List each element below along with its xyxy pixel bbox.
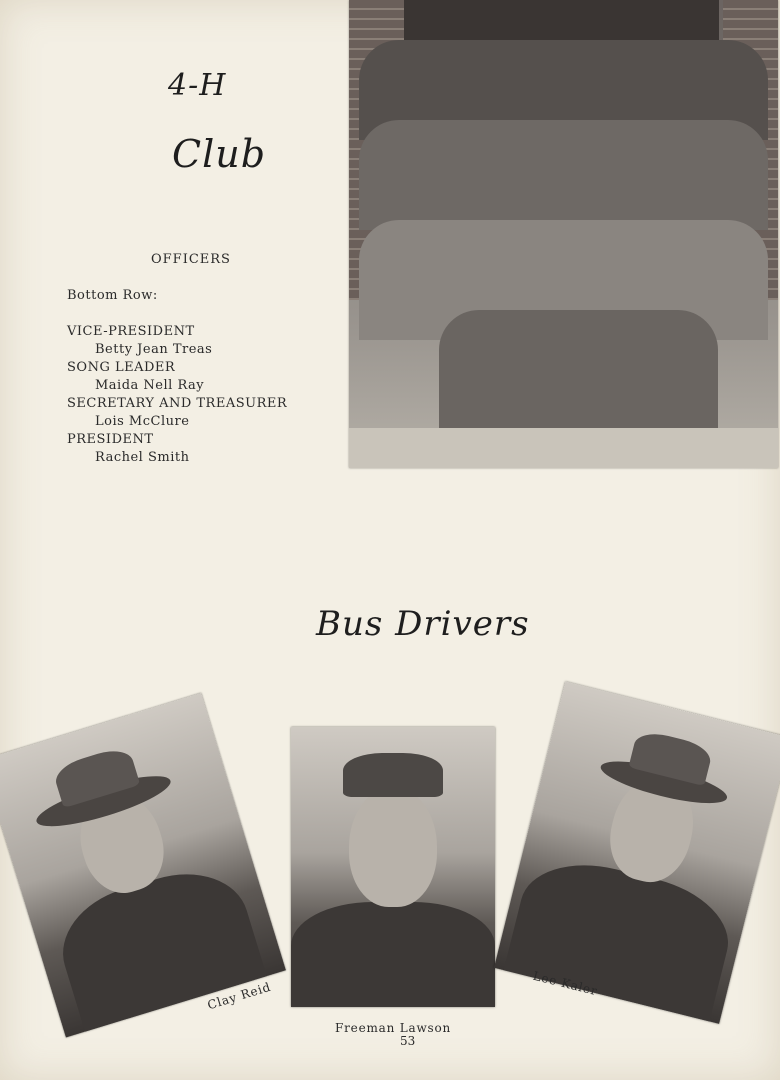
crowd-middle-row xyxy=(359,120,768,230)
officer-role: PRESIDENT xyxy=(67,432,154,447)
driver-caption: Clay Reid xyxy=(205,979,273,1013)
driver-card-1 xyxy=(0,693,289,1047)
club-title-line2: Club xyxy=(172,132,267,176)
page-number: 53 xyxy=(400,1034,416,1048)
officer-name: Maida Nell Ray xyxy=(95,378,205,393)
officer-name: Rachel Smith xyxy=(95,450,190,465)
officer-name: Lois McClure xyxy=(95,414,190,429)
officer-role: SONG LEADER xyxy=(67,360,176,375)
officer-role: SECRETARY AND TREASURER xyxy=(67,396,288,411)
bottom-row-label: Bottom Row: xyxy=(67,288,158,303)
club-title-line1: 4-H xyxy=(168,68,227,103)
officers-list xyxy=(67,287,287,467)
driver-coat xyxy=(49,857,272,1038)
driver-coat xyxy=(502,849,739,1024)
driver-coat xyxy=(291,902,495,1007)
driver-caption: Freeman Lawson xyxy=(335,1021,452,1035)
driver-card-3 xyxy=(492,681,780,1033)
ground xyxy=(349,428,778,468)
bus-drivers-title: Bus Drivers xyxy=(316,604,530,644)
driver-face xyxy=(349,787,437,907)
officers-heading: OFFICERS xyxy=(151,252,231,267)
driver-photo-freeman-lawson xyxy=(291,727,495,1007)
officer-role: VICE-PRESIDENT xyxy=(67,324,195,339)
driver-caption: Lee Kaler xyxy=(531,968,599,999)
club-group-photo xyxy=(349,0,778,468)
crowd-seated-row xyxy=(439,310,718,440)
driver-photo-clay-reid xyxy=(0,693,286,1038)
cap xyxy=(343,753,443,797)
officer-name: Betty Jean Treas xyxy=(95,342,213,357)
